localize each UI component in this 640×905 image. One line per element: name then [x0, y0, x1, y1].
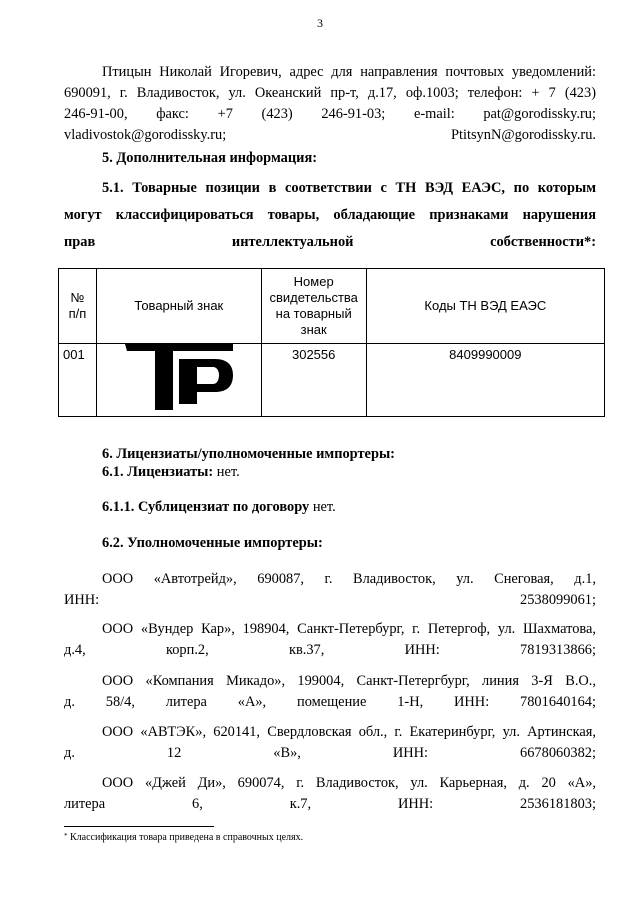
- importer-item: [64, 773, 596, 815]
- representative-block: [64, 62, 596, 146]
- importer-line: ООО «Вундер Кар», 198904, Санкт-Петербург, г. Петергоф, ул. Шахматова,: [102, 621, 596, 637]
- table-header-row: [59, 269, 605, 344]
- section-5-1-line: 5.1. Товарные позиции в соответствии с ТН ВЭД ЕАЭС, по которым: [102, 180, 596, 196]
- representative-line: 246-91-00, факс: +7 (423) 246-91-03; e-mail: pat@gorodissky.ru;: [64, 106, 596, 122]
- importer-line: ООО «Джей Ди», 690074, г. Владивосток, ул. Карьерная, д. 20 «А»,: [102, 775, 596, 791]
- representative-line: Птицын Николай Игоревич, адрес для направления почтовых уведомлений:: [102, 64, 596, 80]
- importer-line: ООО «Компания Микадо», 199004, Санкт-Петергбург, линия 3-Я В.О.,: [102, 673, 596, 689]
- trademark-table: [58, 268, 605, 417]
- importer-line: ООО «АВТЭК», 620141, Свердловская обл., г. Екатеринбург, ул. Артинская,: [102, 724, 596, 740]
- importer-item: [64, 619, 596, 661]
- section-5-1-line: прав интеллектуальной собственности*:: [64, 234, 596, 250]
- footnote-text: Классификация товара приведена в справочных целях.: [70, 832, 304, 843]
- importer-item: [64, 671, 596, 713]
- trademark-cell: [96, 344, 261, 417]
- sublicensee-line: [64, 497, 596, 518]
- importer-line: литера 6, к.7, ИНН: 2536181803;: [64, 796, 596, 812]
- page-number: 3: [317, 16, 323, 30]
- footnote-mark: *: [64, 832, 68, 840]
- footnote-divider: [64, 826, 214, 827]
- certificate-number: 302556: [261, 344, 366, 417]
- importers-heading: 6.2. Уполномоченные импортеры:: [102, 535, 323, 551]
- importer-line: д. 12 «В», ИНН: 6678060382;: [64, 745, 596, 761]
- header-number: № п/п: [59, 269, 97, 344]
- section-6-heading: 6. Лицензиаты/уполномоченные импортеры:: [102, 446, 395, 462]
- importer-line: ООО «Автотрейд», 690087, г. Владивосток, ул. Снеговая, д.1,: [102, 571, 596, 587]
- section-5-1-line: могут классифицироваться товары, обладающие признаками нарушения: [64, 207, 596, 223]
- tnved-code: 8409990009: [366, 344, 604, 417]
- table-row: [59, 344, 605, 417]
- importer-item: [64, 722, 596, 764]
- importer-item: [64, 569, 596, 611]
- section-5-1-heading: [64, 175, 596, 256]
- footnote: [64, 832, 303, 843]
- header-codes: Коды ТН ВЭД ЕАЭС: [366, 269, 604, 344]
- importer-line: ИНН: 2538099061;: [64, 592, 596, 608]
- licensees-line: [64, 462, 596, 483]
- section-5-heading: 5. Дополнительная информация:: [102, 150, 318, 166]
- header-certificate: Номер свидетельства на товарный знак: [261, 269, 366, 344]
- importer-line: д. 58/4, литера «А», помещение 1-Н, ИНН: 7801640164;: [64, 694, 596, 710]
- representative-line: 690091, г. Владивосток, ул. Океанский пр-т, д.17, оф.1003; телефон: + 7 (423): [64, 85, 596, 101]
- representative-line: vladivostok@gorodissky.ru; PtitsynN@gorodissky.ru.: [64, 127, 596, 143]
- row-number: 001: [59, 344, 97, 417]
- tp-trademark-logo: [125, 344, 233, 410]
- licensees-value: нет.: [216, 464, 240, 480]
- importer-line: д.4, корп.2, кв.37, ИНН: 7819313866;: [64, 642, 596, 658]
- header-trademark: Товарный знак: [96, 269, 261, 344]
- licensees-label: 6.1. Лицензиаты:: [102, 464, 214, 480]
- sublicensee-value: нет.: [312, 499, 336, 515]
- sublicensee-label: 6.1.1. Сублицензиат по договору: [102, 499, 310, 515]
